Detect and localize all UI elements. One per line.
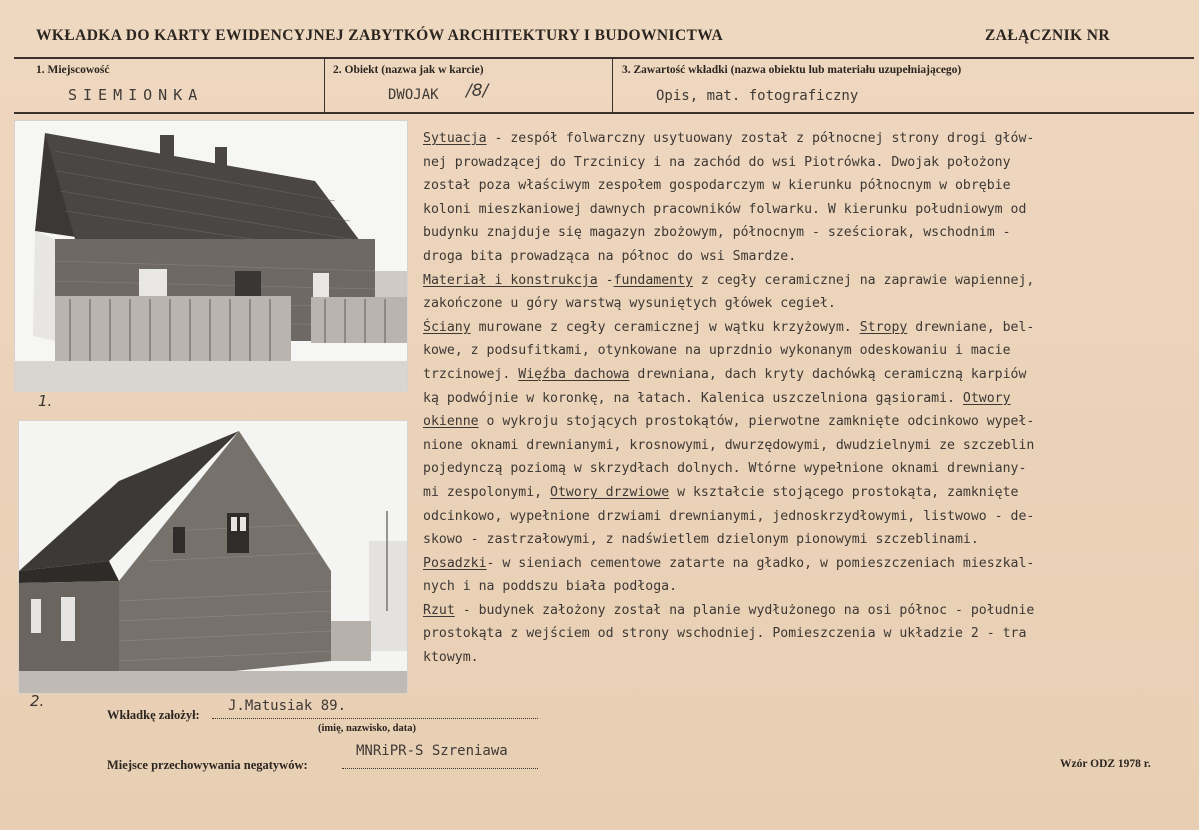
section-heading: Więźba dachowa (518, 366, 630, 382)
card-title: WKŁADKA DO KARTY EWIDENCYJNEJ ZABYTKÓW ARCHITEKTURY I BUDOWNICTWA (36, 27, 724, 44)
section-heading: Sytuacja (423, 131, 487, 146)
description-line (423, 174, 1193, 198)
description-fragment: w kształcie stojącego prostokąta, zamknięte (669, 484, 1019, 500)
description-fragment: - w sieniach cementowe zatarte na gładko, w pomieszczeniach mieszkal- (486, 555, 1035, 571)
description-line (423, 127, 1193, 151)
storage-label: Miejsce przechowywania negatywów: (107, 758, 308, 772)
section-heading: Ściany (423, 319, 471, 335)
description-fragment: mi zespolonymi, (423, 484, 551, 500)
description-fragment: ktowym. (423, 650, 479, 666)
description-fragment: trzcinowej. (423, 366, 519, 382)
description-fragment: budynku znajduje się magazyn zbożowym, północnym - sześciorak, wschodnim - (423, 225, 1011, 241)
description-line (423, 434, 1193, 458)
author-label: Wkładkę założył: (107, 708, 200, 722)
description-line (423, 292, 1193, 316)
description-line (423, 151, 1193, 175)
description-line (423, 528, 1193, 552)
description-fragment: z cegły ceramicznej na zaprawie wapiennej, (692, 272, 1035, 288)
description-fragment: został poza właściwym zespołem gospodarczym w kierunku północnym w obrębie (423, 178, 1011, 194)
description-fragment: drewniana, dach kryty dachówką ceramiczną karpiów (629, 366, 1027, 382)
photo-house-gable (18, 420, 408, 694)
description-fragment: zakończone u góry warstwą wysuniętych główek cegieł. (423, 296, 836, 312)
description-line (423, 552, 1193, 576)
description-fragment: ką podwójnie w koronkę, na łatach. Kalenica uszczelniona gąsiorami. (423, 390, 963, 406)
description-line (423, 575, 1193, 599)
description-fragment: prostokąta z wejściem od strony wschodniej. Pomieszczenia w układzie 2 - tra (423, 626, 1027, 642)
author-caption: (imię, nazwisko, data) (318, 723, 416, 734)
field-divider-2 (612, 57, 613, 114)
description-line (423, 622, 1193, 646)
description-line (423, 387, 1193, 411)
description-line (423, 646, 1193, 670)
description-fragment: nej prowadzącej do Trzcinicy i na zachód do wsi Piotrówka. Dwojak położony (423, 154, 1011, 170)
description-fragment: murowane z cegły ceramicznej w wątku krzyżowym. (470, 319, 860, 335)
contents-label: 3. Zawartość wkładki (nazwa obiektu lub materiału uzupełniającego) (622, 64, 962, 76)
object-label: 2. Obiekt (nazwa jak w karcie) (333, 64, 484, 76)
storage-line (342, 768, 538, 769)
photo-number-2: 2. (30, 692, 45, 710)
description-fragment: skowo - zastrzałowymi, z nadświetlem dzielonym pionowymi szczeblinami. (423, 532, 979, 548)
author-value: J.Matusiak 89. (228, 698, 347, 714)
description-line (423, 363, 1193, 387)
description-fragment: nione oknami drewnianymi, krosnowymi, dwurzędowymi, dwudzielnymi ze szczeblin (423, 437, 1035, 453)
description-fragment: o wykroju stojących prostokątów, pierwotne zamknięte odcinkowo wypeł- (478, 414, 1035, 430)
description-line (423, 221, 1193, 245)
description-line (423, 505, 1193, 529)
description-fragment: kowe, z podsufitkami, otynkowane na uprzdnio wykonanym odeskowaniu i macie (423, 343, 1011, 359)
description-fragment: - (597, 272, 614, 288)
section-heading: Posadzki (423, 555, 487, 571)
section-heading: Materiał i konstrukcja (423, 272, 598, 288)
description-line (423, 410, 1193, 434)
section-heading: Otwory (962, 390, 1011, 406)
annex-number-label: ZAŁĄCZNIK NR (985, 27, 1110, 44)
author-line (212, 718, 538, 719)
description-fragment: - zespół folwarczny usytuowany został z północnej strony drogi głów- (486, 131, 1035, 146)
form-code: Wzór ODZ 1978 r. (1060, 758, 1151, 770)
description-fragment: koloni mieszkaniowej dawnych pracowników folwarku. W kierunku południowym od (423, 201, 1027, 217)
header-rule-top (14, 57, 1194, 59)
object-number: /8/ (466, 81, 489, 101)
section-heading: Rzut (423, 602, 455, 618)
description-fragment: nych i na poddszu biała podłoga. (423, 579, 678, 595)
photo-number-1: 1. (38, 392, 53, 410)
description-line (423, 339, 1193, 363)
section-heading: fundamenty (613, 272, 693, 288)
description-fragment: pojedynczą poziomą w skrzydłach dolnych. Wtórne wypełnione oknami drewniany- (423, 461, 1027, 477)
description-line (423, 599, 1193, 623)
locality-label: 1. Miejscowość (36, 64, 110, 76)
section-heading: Stropy (859, 319, 908, 335)
description-fragment: droga bita prowadząca na północ do wsi Smardze. (423, 248, 797, 264)
description-fragment: odcinkowo, wypełnione drzwiami drewnianymi, jednoskrzydłowymi, listwowo - de- (423, 508, 1035, 524)
header-rule-bottom (14, 112, 1194, 114)
description-line (423, 316, 1193, 340)
description-line (423, 198, 1193, 222)
description-line (423, 481, 1193, 505)
section-heading: Otwory drzwiowe (550, 484, 670, 500)
storage-value: MNRiPR-S Szreniawa (356, 743, 508, 759)
description-line (423, 457, 1193, 481)
description-line (423, 245, 1193, 269)
description-fragment: - budynek założony został na planie wydłużonego na osi północ - południe (454, 602, 1035, 618)
description-text (423, 127, 1193, 670)
section-heading: okienne (423, 414, 479, 430)
contents-value: Opis, mat. fotograficzny (656, 88, 859, 104)
locality-value: SIEMIONKA (68, 86, 204, 104)
description-fragment: drewniane, bel- (907, 319, 1035, 335)
field-divider-1 (324, 57, 325, 114)
object-value: DWOJAK (388, 87, 439, 103)
photo-house-front (14, 120, 408, 392)
description-line (423, 269, 1193, 293)
